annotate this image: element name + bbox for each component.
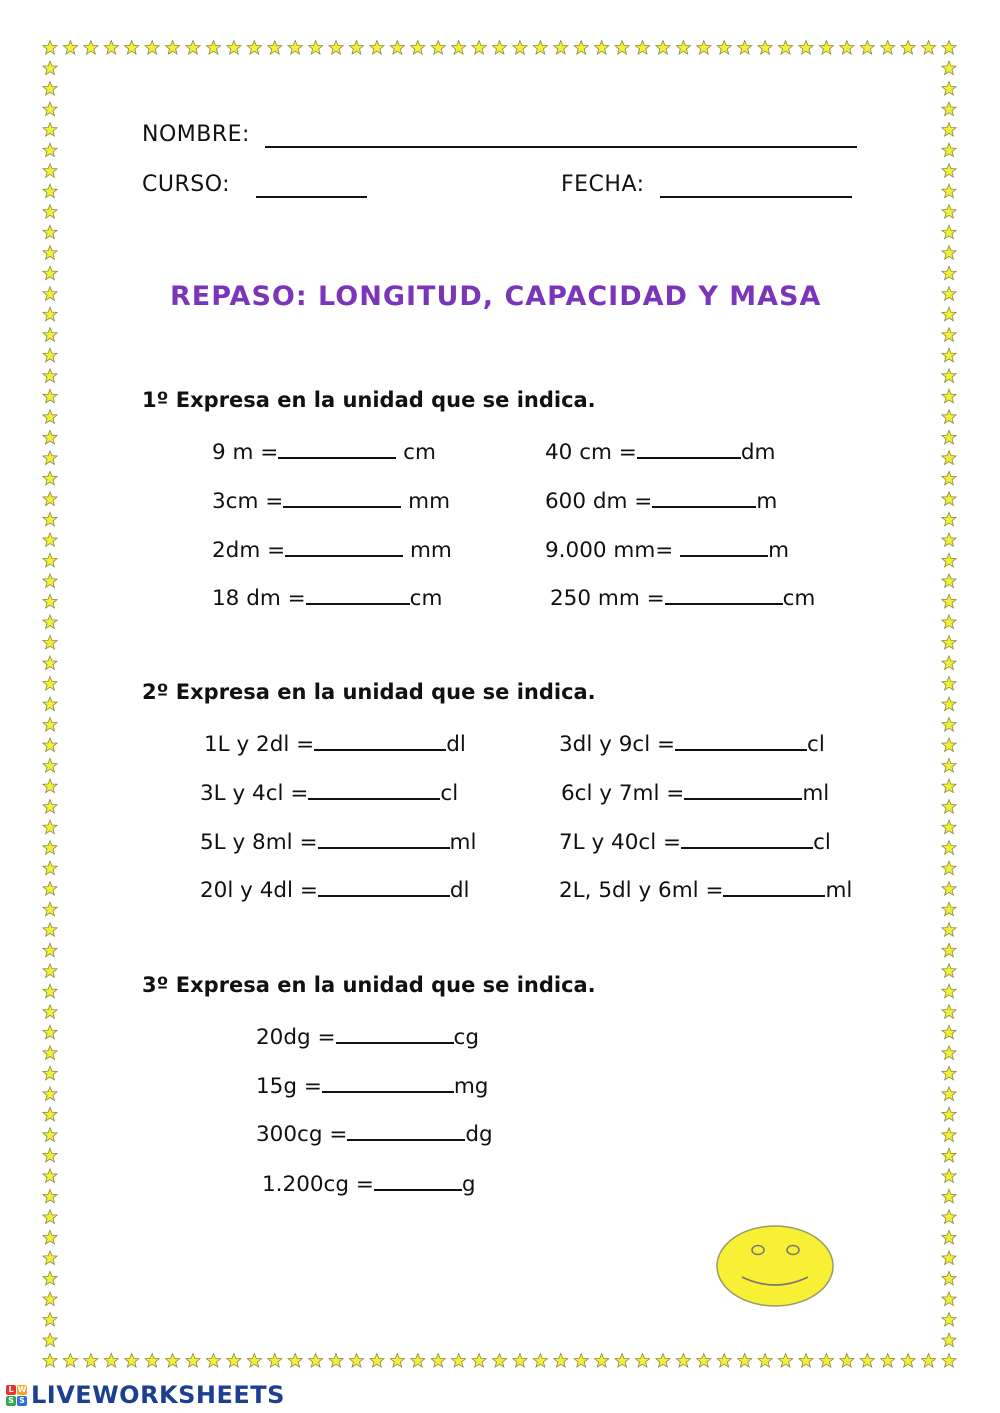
border-star-icon [268, 41, 282, 55]
border-star-icon [942, 1087, 956, 1101]
border-star-icon [43, 902, 57, 916]
border-star-icon [43, 861, 57, 875]
border-star-icon [43, 1107, 57, 1121]
border-star-icon [942, 123, 956, 137]
exercise-2-left-4: 20l y 4dl = dl [200, 875, 470, 903]
border-star-icon [247, 41, 261, 55]
exercise-1-left-1: 9 m = cm [212, 437, 436, 465]
border-star-icon [881, 41, 895, 55]
border-star-icon [288, 1354, 302, 1368]
border-star-icon [43, 943, 57, 957]
border-star-icon [309, 1354, 323, 1368]
border-star-icon [942, 451, 956, 465]
border-star-icon [942, 492, 956, 506]
border-star-icon [43, 697, 57, 711]
border-star-icon [942, 164, 956, 178]
border-star-icon [942, 738, 956, 752]
border-star-icon [411, 1354, 425, 1368]
border-star-icon [43, 738, 57, 752]
border-star-icon [43, 1354, 57, 1368]
border-star-icon [942, 1025, 956, 1039]
border-star-icon [43, 1189, 57, 1203]
border-star-icon [635, 41, 649, 55]
border-star-icon [942, 1313, 956, 1327]
border-star-icon [860, 1354, 874, 1368]
border-star-icon [778, 1354, 792, 1368]
border-star-icon [942, 287, 956, 301]
exercise-3-2: 15g = mg [256, 1071, 488, 1099]
exercise-2-left-1: 1L y 2dl = dl [204, 729, 466, 757]
border-star-icon [942, 656, 956, 670]
border-star-icon [43, 164, 57, 178]
border-star-icon [227, 41, 241, 55]
border-star-icon [227, 1354, 241, 1368]
exercise-3-3: 300cg = dg [256, 1119, 493, 1147]
border-star-icon [942, 553, 956, 567]
exercise-2-right-1: 3dl y 9cl = cl [559, 729, 825, 757]
border-star-icon [942, 1230, 956, 1244]
border-star-icon [43, 410, 57, 424]
border-star-icon [43, 1271, 57, 1285]
question-1: 1º Expresa en la unidad que se indica. [142, 388, 596, 412]
answer-blank[interactable] [681, 827, 813, 849]
border-star-icon [104, 41, 118, 55]
border-star-icon [635, 1354, 649, 1368]
border-star-icon [43, 636, 57, 650]
border-star-icon [43, 656, 57, 670]
border-star-icon [942, 964, 956, 978]
border-star-icon [411, 41, 425, 55]
exercise-1-left-4: 18 dm = cm [212, 583, 442, 611]
border-star-icon [758, 1354, 772, 1368]
border-star-icon [942, 184, 956, 198]
answer-blank[interactable] [336, 1022, 454, 1044]
curso-line[interactable] [256, 196, 367, 198]
border-star-icon [921, 1354, 935, 1368]
answer-blank[interactable] [322, 1071, 454, 1093]
answer-blank[interactable] [318, 875, 450, 897]
border-star-icon [43, 923, 57, 937]
border-star-icon [942, 759, 956, 773]
answer-blank[interactable] [308, 778, 440, 800]
border-star-icon [43, 430, 57, 444]
border-star-icon [942, 1107, 956, 1121]
border-star-icon [43, 1251, 57, 1265]
border-star-icon [84, 1354, 98, 1368]
border-star-icon [125, 1354, 139, 1368]
border-star-icon [881, 1354, 895, 1368]
border-star-icon [717, 41, 731, 55]
border-star-icon [43, 266, 57, 280]
border-star-icon [921, 41, 935, 55]
border-star-icon [942, 82, 956, 96]
border-star-icon [329, 41, 343, 55]
border-star-icon [533, 1354, 547, 1368]
border-star-icon [43, 1333, 57, 1347]
border-star-icon [43, 225, 57, 239]
border-star-icon [513, 41, 527, 55]
border-star-icon [554, 1354, 568, 1368]
nombre-label: NOMBRE: [142, 122, 250, 147]
answer-blank[interactable] [652, 486, 756, 508]
border-star-icon [43, 882, 57, 896]
answer-blank[interactable] [684, 778, 802, 800]
border-star-icon [43, 1128, 57, 1142]
border-star-icon [942, 1271, 956, 1285]
liveworksheets-brand: LIVEWORKSHEETS [31, 1381, 285, 1409]
border-star-icon [840, 41, 854, 55]
answer-blank[interactable] [347, 1119, 465, 1141]
border-star-icon [43, 1230, 57, 1244]
border-star-icon [43, 553, 57, 567]
border-star-icon [43, 800, 57, 814]
border-star-icon [43, 841, 57, 855]
border-star-icon [43, 307, 57, 321]
border-star-icon [942, 1354, 956, 1368]
border-star-icon [186, 1354, 200, 1368]
border-star-icon [942, 594, 956, 608]
liveworksheets-logo[interactable] [6, 1381, 285, 1409]
border-star-icon [145, 41, 159, 55]
border-star-icon [942, 1210, 956, 1224]
border-star-icon [942, 861, 956, 875]
border-star-icon [43, 1313, 57, 1327]
exercise-1-right-4: 250 mm = cm [550, 583, 815, 611]
border-star-icon [942, 369, 956, 383]
border-star-icon [43, 574, 57, 588]
border-star-icon [595, 41, 609, 55]
border-star-icon [942, 225, 956, 239]
border-star-icon [43, 615, 57, 629]
border-star-icon [43, 1210, 57, 1224]
border-star-icon [43, 1046, 57, 1060]
border-star-icon [942, 779, 956, 793]
border-star-icon [125, 41, 139, 55]
border-star-icon [166, 41, 180, 55]
border-star-icon [370, 41, 384, 55]
exercise-1-right-2: 600 dm = m [545, 486, 777, 514]
border-star-icon [186, 41, 200, 55]
border-star-icon [43, 41, 57, 55]
answer-blank[interactable] [665, 583, 783, 605]
border-star-icon [942, 1292, 956, 1306]
border-star-icon [390, 41, 404, 55]
border-star-icon [942, 636, 956, 650]
border-star-icon [942, 471, 956, 485]
border-star-icon [43, 328, 57, 342]
border-star-icon [942, 348, 956, 362]
liveworksheets-logo-icon: L W S S [6, 1385, 27, 1406]
border-star-icon [43, 348, 57, 362]
border-star-icon [431, 1354, 445, 1368]
border-star-icon [942, 246, 956, 260]
border-star-icon [656, 1354, 670, 1368]
border-star-icon [942, 266, 956, 280]
border-star-icon [43, 759, 57, 773]
border-star-icon [43, 964, 57, 978]
border-star-icon [370, 1354, 384, 1368]
border-star-icon [942, 389, 956, 403]
answer-blank[interactable] [283, 486, 401, 508]
border-star-icon [595, 1354, 609, 1368]
exercise-1-right-3: 9.000 mm= m [545, 535, 789, 563]
curso-label: CURSO: [142, 172, 231, 197]
exercise-2-right-2: 6cl y 7ml = ml [561, 778, 829, 806]
border-star-icon [43, 369, 57, 383]
border-star-icon [615, 41, 629, 55]
border-star-icon [43, 594, 57, 608]
border-star-icon [554, 41, 568, 55]
exercise-1-right-1: 40 cm = dm [545, 437, 775, 465]
border-star-icon [43, 451, 57, 465]
border-star-icon [43, 471, 57, 485]
border-star-icon [43, 1292, 57, 1306]
border-star-icon [43, 677, 57, 691]
border-star-icon [492, 1354, 506, 1368]
border-star-icon [942, 1046, 956, 1060]
border-star-icon [942, 984, 956, 998]
border-star-icon [349, 1354, 363, 1368]
border-star-icon [431, 41, 445, 55]
border-star-icon [942, 410, 956, 424]
border-star-icon [942, 430, 956, 444]
border-star-icon [942, 923, 956, 937]
border-star-icon [676, 1354, 690, 1368]
border-star-icon [942, 718, 956, 732]
border-star-icon [43, 1148, 57, 1162]
border-star-icon [43, 143, 57, 157]
border-star-icon [942, 615, 956, 629]
border-star-icon [574, 1354, 588, 1368]
border-star-icon [166, 1354, 180, 1368]
border-star-icon [43, 1066, 57, 1080]
border-star-icon [452, 1354, 466, 1368]
border-star-icon [942, 882, 956, 896]
border-star-icon [942, 307, 956, 321]
border-star-icon [43, 61, 57, 75]
border-star-icon [942, 1333, 956, 1347]
answer-blank[interactable] [314, 729, 446, 751]
question-2: 2º Expresa en la unidad que se indica. [142, 680, 596, 704]
border-star-icon [84, 41, 98, 55]
page-title: REPASO: LONGITUD, CAPACIDAD Y MASA [170, 281, 822, 312]
border-star-icon [778, 41, 792, 55]
border-star-icon [697, 41, 711, 55]
border-star-icon [942, 677, 956, 691]
exercise-2-right-3: 7L y 40cl = cl [559, 827, 831, 855]
border-star-icon [942, 328, 956, 342]
border-star-icon [349, 41, 363, 55]
border-star-icon [43, 102, 57, 116]
border-star-icon [43, 82, 57, 96]
border-star-icon [942, 102, 956, 116]
border-star-icon [533, 41, 547, 55]
border-star-icon [43, 1005, 57, 1019]
answer-blank[interactable] [306, 583, 410, 605]
border-star-icon [615, 1354, 629, 1368]
border-star-icon [390, 1354, 404, 1368]
exercise-1-left-3: 2dm = mm [212, 535, 452, 563]
fecha-label: FECHA: [561, 172, 645, 197]
border-star-icon [942, 800, 956, 814]
border-star-icon [43, 184, 57, 198]
border-star-icon [206, 1354, 220, 1368]
answer-blank[interactable] [680, 535, 768, 557]
border-star-icon [840, 1354, 854, 1368]
border-star-icon [942, 205, 956, 219]
border-star-icon [309, 41, 323, 55]
border-star-icon [942, 943, 956, 957]
border-star-icon [43, 123, 57, 137]
border-star-icon [104, 1354, 118, 1368]
border-star-icon [43, 287, 57, 301]
border-star-icon [942, 1251, 956, 1265]
border-star-icon [43, 779, 57, 793]
border-star-icon [288, 41, 302, 55]
border-star-icon [43, 246, 57, 260]
border-star-icon [676, 41, 690, 55]
fecha-line[interactable] [660, 196, 852, 198]
border-star-icon [43, 389, 57, 403]
border-star-icon [819, 1354, 833, 1368]
border-star-icon [901, 41, 915, 55]
border-star-icon [942, 1128, 956, 1142]
border-star-icon [799, 1354, 813, 1368]
border-star-icon [492, 41, 506, 55]
border-star-icon [43, 718, 57, 732]
question-3: 3º Expresa en la unidad que se indica. [142, 973, 596, 997]
exercise-3-1: 20dg = cg [256, 1022, 479, 1050]
answer-blank[interactable] [723, 875, 825, 897]
border-star-icon [942, 820, 956, 834]
border-star-icon [819, 41, 833, 55]
border-star-icon [942, 1169, 956, 1183]
border-star-icon [43, 492, 57, 506]
border-star-icon [452, 41, 466, 55]
border-star-icon [206, 41, 220, 55]
border-star-icon [942, 1005, 956, 1019]
border-star-icon [758, 41, 772, 55]
border-star-icon [268, 1354, 282, 1368]
border-star-icon [63, 41, 77, 55]
border-star-icon [656, 41, 670, 55]
border-star-icon [942, 143, 956, 157]
border-star-icon [942, 512, 956, 526]
border-star-icon [145, 1354, 159, 1368]
border-star-icon [942, 533, 956, 547]
border-star-icon [942, 1189, 956, 1203]
border-star-icon [901, 1354, 915, 1368]
border-star-icon [43, 984, 57, 998]
nombre-line[interactable] [265, 146, 857, 148]
border-star-icon [942, 41, 956, 55]
smiley-face-icon [714, 1223, 836, 1309]
answer-blank[interactable] [675, 729, 807, 751]
border-star-icon [942, 574, 956, 588]
border-star-icon [942, 1066, 956, 1080]
border-star-icon [942, 697, 956, 711]
answer-blank[interactable] [637, 437, 741, 459]
border-star-icon [942, 841, 956, 855]
answer-blank[interactable] [285, 535, 403, 557]
exercise-2-left-3: 5L y 8ml = ml [200, 827, 476, 855]
border-star-icon [43, 1025, 57, 1039]
border-star-icon [574, 41, 588, 55]
border-star-icon [738, 41, 752, 55]
border-star-icon [43, 512, 57, 526]
border-star-icon [43, 1169, 57, 1183]
answer-blank[interactable] [318, 827, 450, 849]
border-star-icon [43, 205, 57, 219]
border-star-icon [513, 1354, 527, 1368]
border-star-icon [329, 1354, 343, 1368]
border-star-icon [43, 533, 57, 547]
border-star-icon [63, 1354, 77, 1368]
answer-blank[interactable] [374, 1169, 462, 1191]
border-star-icon [472, 41, 486, 55]
exercise-1-left-2: 3cm = mm [212, 486, 450, 514]
border-star-icon [717, 1354, 731, 1368]
exercise-2-left-2: 3L y 4cl = cl [200, 778, 458, 806]
exercise-2-right-4: 2L, 5dl y 6ml = ml [559, 875, 852, 903]
border-star-icon [942, 61, 956, 75]
border-star-icon [472, 1354, 486, 1368]
border-star-icon [697, 1354, 711, 1368]
border-star-icon [43, 820, 57, 834]
exercise-3-4: 1.200cg = g [262, 1169, 476, 1197]
border-star-icon [942, 1148, 956, 1162]
border-star-icon [860, 41, 874, 55]
border-star-icon [247, 1354, 261, 1368]
border-star-icon [738, 1354, 752, 1368]
border-star-icon [43, 1087, 57, 1101]
border-star-icon [799, 41, 813, 55]
answer-blank[interactable] [278, 437, 396, 459]
border-star-icon [942, 902, 956, 916]
